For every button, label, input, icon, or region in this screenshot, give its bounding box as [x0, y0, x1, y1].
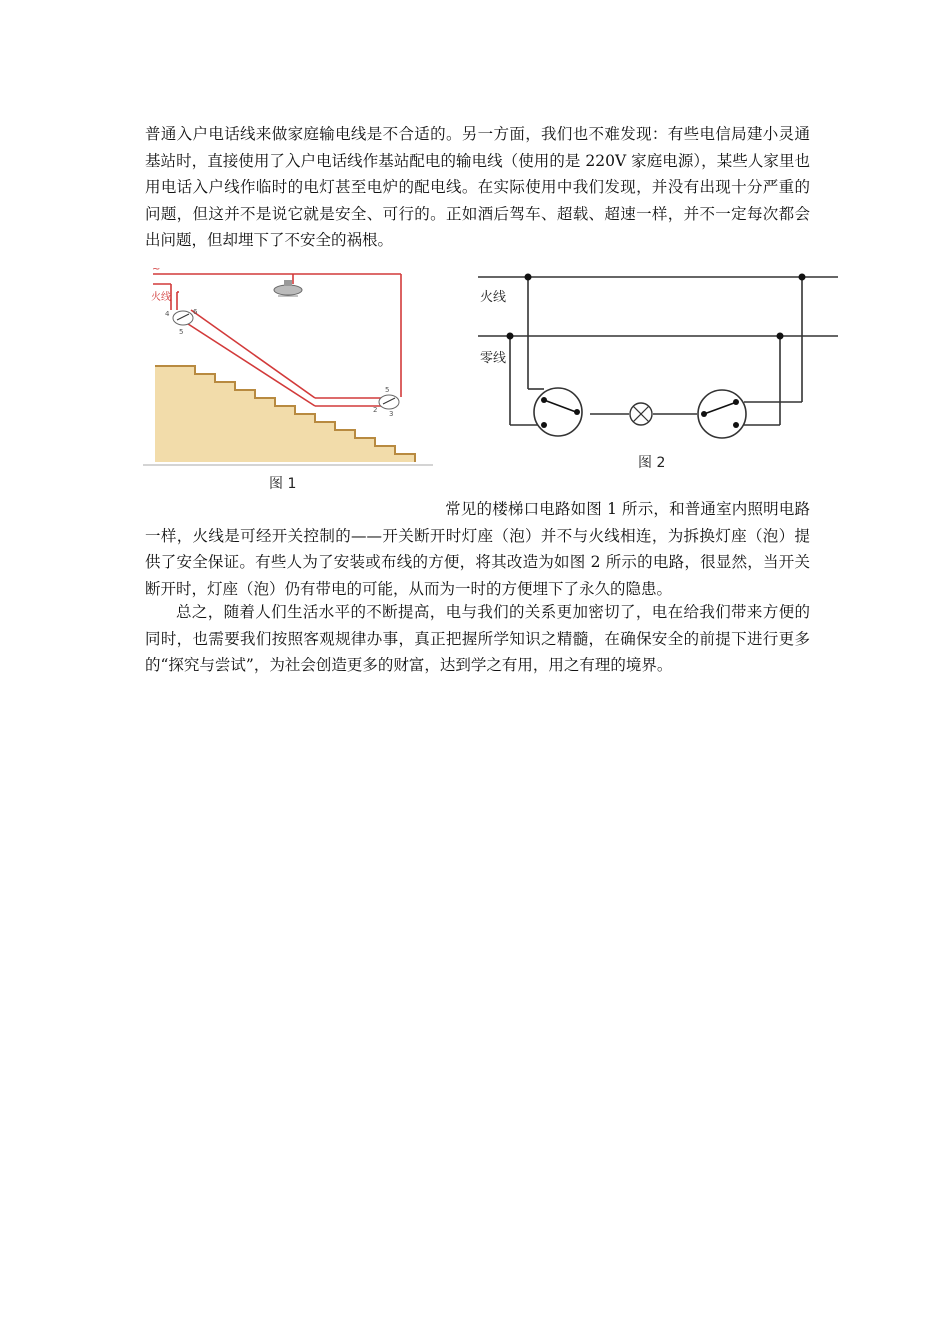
terminal-number: 6 — [193, 308, 198, 316]
terminal-number: 5 — [179, 328, 184, 336]
figure-modified-circuit — [472, 262, 844, 477]
switch-right-icon — [698, 390, 746, 438]
live-wire-label-fig1: 火线 — [151, 292, 171, 303]
figure-staircase-circuit — [143, 262, 433, 494]
terminal-number: 3 — [389, 410, 394, 418]
switch-left-icon — [534, 388, 582, 436]
switch-upper-icon — [379, 395, 399, 409]
ceiling-lamp-icon — [274, 280, 302, 296]
paragraph-staircase-circuit — [145, 496, 810, 602]
figure1-caption: 图 1 — [269, 476, 297, 492]
paragraph-intro: 普通入户电话线来做家庭输电线是不合适的。另一方面，我们也不难发现：有些电信局建小灵通基站时，直接使用了入户电话线作基站配电的输电线（使用的是 220V 家庭电源），某些人家里也用电话入户线作临时的电灯甚至电炉的配电线。在实际使用中我们发现，并没有出现十分严重的问题，但这并不是说它就是安全、可行的。正如酒后驾车、超载、超速一样，并不一定每次都会出问题，但却埋下了不安全的祸根。 — [145, 125, 810, 249]
figure2-caption: 图 2 — [638, 455, 666, 471]
terminal-number: 4 — [165, 310, 170, 318]
switch-lower-icon — [173, 311, 193, 325]
paragraph-conclusion: 总之，随着人们生活水平的不断提高，电与我们的关系更加密切了，电在给我们带来方便的同时，也需要我们按照客观规律办事，真正把握所学知识之精髓，在确保安全的前提下进行更多的“探究与尝试”，为社会创造更多的财富，达到学之有用，用之有理的境界。 — [145, 603, 810, 674]
ac-symbol: ~ — [152, 264, 161, 275]
paragraph-staircase-text: 常见的楼梯口电路如图 1 所示，和普通室内照明电路一样，火线是可经开关控制的——开关断开时灯座（泡）并不与火线相连，为拆换灯座（泡）提供了安全保证。有些人为了安装或布线的方便，将其改造为如图 2 所示的电路，很显然，当开关断开时，灯座（泡）仍有带电的可能，从而为一时的方便埋下了永久的隐患。 — [145, 500, 810, 598]
circuit-lines — [478, 277, 838, 425]
terminal-number: 5 — [385, 386, 390, 394]
lamp-icon — [630, 403, 652, 425]
junction-dots — [507, 274, 806, 340]
neutral-wire-label: 零线 — [480, 351, 507, 366]
live-wire-label-fig2: 火线 — [480, 290, 507, 305]
terminal-number: 2 — [373, 406, 378, 414]
